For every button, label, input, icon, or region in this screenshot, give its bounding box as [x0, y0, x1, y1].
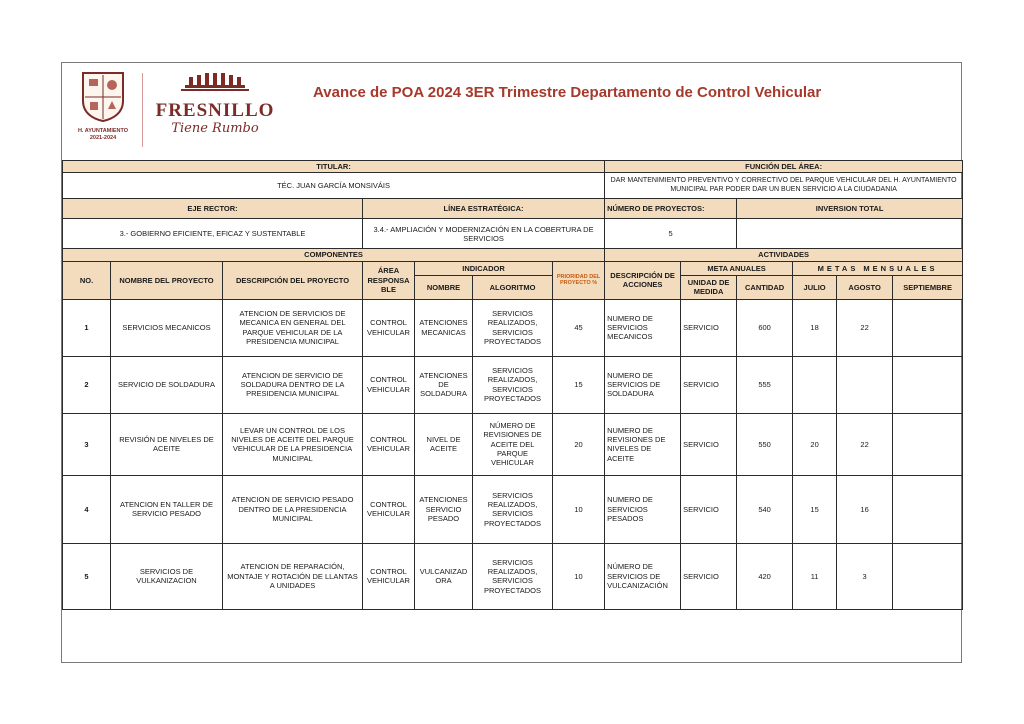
cell-no: 3 — [63, 413, 111, 475]
cell-acciones: NUMERO DE SERVICIOS DE SOLDADURA — [605, 356, 681, 413]
cell-algoritmo: SERVICIOS REALIZADOS, SERVICIOS PROYECTADOS — [473, 543, 553, 609]
header-agosto: AGOSTO — [837, 275, 893, 299]
cell-descripcion: ATENCION DE SERVICIOS DE MECANICA EN GENERAL DEL PARQUE VEHICULAR DE LA PRESIDENCIA MUNICIPAL — [223, 299, 363, 356]
report-sheet — [61, 62, 962, 663]
cell-septiembre — [893, 413, 963, 475]
cell-area: CONTROL VEHICULAR — [363, 475, 415, 543]
header-unidad-medida: UNIDAD DE MEDIDA — [681, 275, 737, 299]
cell-unidad: SERVICIO — [681, 356, 737, 413]
cell-prioridad: 10 — [553, 475, 605, 543]
cell-area: CONTROL VEHICULAR — [363, 543, 415, 609]
header-meta-anuales: META ANUALES — [681, 261, 793, 275]
cell-nombre: SERVICIOS DE VULKANIZACION — [111, 543, 223, 609]
cell-ind-nombre: ATENCIONES SERVICIO PESADO — [415, 475, 473, 543]
cell-algoritmo: NÚMERO DE REVISIONES DE ACEITE DEL PARQUE VEHICULAR — [473, 413, 553, 475]
cell-ind-nombre: ATENCIONES MECANICAS — [415, 299, 473, 356]
linea-label: LÍNEA ESTRATÉGICA: — [363, 199, 605, 219]
funcion-value: DAR MANTENIMIENTO PREVENTIVO Y CORRECTIVO DEL PARQUE VEHICULAR DEL H. AYUNTAMIENTO MUNICIPAL PAR PODER DAR UN BUEN SERVICIO A LA CIUDADANIA — [605, 173, 963, 199]
actividades-section: ACTIVIDADES — [605, 249, 963, 261]
cell-cantidad: 600 — [737, 299, 793, 356]
cell-unidad: SERVICIO — [681, 543, 737, 609]
section-row — [63, 249, 963, 261]
cell-agosto: 3 — [837, 543, 893, 609]
header-metas-mensuales: METAS MENSUALES — [793, 261, 963, 275]
cell-ind-nombre: ATENCIONES DE SOLDADURA — [415, 356, 473, 413]
titular-label: TITULAR: — [63, 161, 605, 173]
shield-icon — [80, 71, 126, 123]
table-row — [63, 475, 963, 543]
cell-julio: 11 — [793, 543, 837, 609]
cell-julio: 15 — [793, 475, 837, 543]
titular-value: TÉC. JUAN GARCÍA MONSIVÁIS — [63, 173, 605, 199]
cell-agosto: 22 — [837, 413, 893, 475]
cell-prioridad: 20 — [553, 413, 605, 475]
num-proyectos-label: NÚMERO DE PROYECTOS: — [605, 199, 737, 219]
cell-descripcion: ATENCION DE SERVICIO DE SOLDADURA DENTRO DE LA PRESIDENCIA MUNICIPAL — [223, 356, 363, 413]
cell-julio — [793, 356, 837, 413]
table-row — [63, 413, 963, 475]
cell-septiembre — [893, 299, 963, 356]
crest-caption-line1: H. AYUNTAMIENTO — [77, 128, 129, 134]
cell-cantidad: 420 — [737, 543, 793, 609]
header-descripcion-acciones: DESCRIPCIÓN DE ACCIONES — [605, 261, 681, 299]
header-septiembre: SEPTIEMBRE — [893, 275, 963, 299]
header-julio: JULIO — [793, 275, 837, 299]
cell-agosto — [837, 356, 893, 413]
cell-julio: 18 — [793, 299, 837, 356]
table-row — [63, 299, 963, 356]
funcion-label: FUNCIÓN DEL ÁREA: — [605, 161, 963, 173]
cell-descripcion: ATENCION DE SERVICIO PESADO DENTRO DE LA PRESIDENCIA MUNICIPAL — [223, 475, 363, 543]
cell-acciones: NUMERO DE REVISIONES DE NIVELES DE ACEITE — [605, 413, 681, 475]
header-descripcion-proyecto: DESCRIPCIÓN DEL PROYECTO — [223, 261, 363, 299]
crest-caption-line2: 2021-2024 — [89, 135, 117, 142]
cell-ind-nombre: VULCANIZADORA — [415, 543, 473, 609]
cell-acciones: NUMERO DE SERVICIOS MECANICOS — [605, 299, 681, 356]
cell-septiembre — [893, 543, 963, 609]
header-cantidad: CANTIDAD — [737, 275, 793, 299]
header-no: NO. — [63, 261, 111, 299]
table-row — [63, 356, 963, 413]
componentes-section: COMPONENTES — [63, 249, 605, 261]
cell-acciones: NÚMERO DE SERVICIOS DE VULCANIZACIÓN — [605, 543, 681, 609]
header-indicador-algoritmo: ALGORITMO — [473, 275, 553, 299]
municipal-crest-logo — [68, 71, 138, 142]
header-prioridad: PRIORIDAD DEL PROYECTO % — [553, 261, 605, 299]
cell-nombre: SERVICIOS MECANICOS — [111, 299, 223, 356]
cell-cantidad: 540 — [737, 475, 793, 543]
cell-septiembre — [893, 475, 963, 543]
inversion-value — [737, 219, 963, 249]
logo-divider — [142, 73, 143, 147]
fresnillo-logo — [151, 71, 279, 136]
cell-nombre: ATENCION EN TALLER DE SERVICIO PESADO — [111, 475, 223, 543]
building-icon — [179, 71, 251, 95]
cell-area: CONTROL VEHICULAR — [363, 413, 415, 475]
titular-header-row — [63, 161, 963, 173]
cell-prioridad: 45 — [553, 299, 605, 356]
header-indicador-nombre: NOMBRE — [415, 275, 473, 299]
cell-no: 4 — [63, 475, 111, 543]
cell-area: CONTROL VEHICULAR — [363, 299, 415, 356]
inversion-label: INVERSION TOTAL — [737, 199, 963, 219]
cell-agosto: 22 — [837, 299, 893, 356]
page-title: Avance de POA 2024 3ER Trimestre Departamento de Control Vehicular — [313, 84, 822, 101]
cell-acciones: NUMERO DE SERVICIOS PESADOS — [605, 475, 681, 543]
eje-value: 3.- GOBIERNO EFICIENTE, EFICAZ Y SUSTENTABLE — [63, 219, 363, 249]
cell-descripcion: LEVAR UN CONTROL DE LOS NIVELES DE ACEITE DEL PARQUE VEHICULAR DE LA PRESIDENCIA MUNICIPAL — [223, 413, 363, 475]
header-area-responsable: ÁREA RESPONSABLE — [363, 261, 415, 299]
cell-septiembre — [893, 356, 963, 413]
table-row — [63, 543, 963, 609]
fresnillo-wordmark: FRESNILLO — [155, 100, 275, 121]
eje-value-row — [63, 219, 963, 249]
cell-agosto: 16 — [837, 475, 893, 543]
cell-julio: 20 — [793, 413, 837, 475]
eje-header-row — [63, 199, 963, 219]
cell-no: 5 — [63, 543, 111, 609]
linea-value: 3.4.- AMPLIACIÓN Y MODERNIZACIÓN EN LA COBERTURA DE SERVICIOS — [363, 219, 605, 249]
cell-nombre: REVISIÓN DE NIVELES DE ACEITE — [111, 413, 223, 475]
cell-prioridad: 10 — [553, 543, 605, 609]
poa-table — [62, 160, 963, 610]
cell-unidad: SERVICIO — [681, 299, 737, 356]
cell-cantidad: 550 — [737, 413, 793, 475]
cell-algoritmo: SERVICIOS REALIZADOS, SERVICIOS PROYECTADOS — [473, 356, 553, 413]
cell-no: 1 — [63, 299, 111, 356]
header-band — [62, 63, 961, 160]
cell-no: 2 — [63, 356, 111, 413]
fresnillo-tagline: Tiene Rumbo — [171, 121, 259, 136]
cell-unidad: SERVICIO — [681, 413, 737, 475]
cell-ind-nombre: NIVEL DE ACEITE — [415, 413, 473, 475]
header-nombre-proyecto: NOMBRE DEL PROYECTO — [111, 261, 223, 299]
cell-area: CONTROL VEHICULAR — [363, 356, 415, 413]
num-proyectos-value: 5 — [605, 219, 737, 249]
cell-unidad: SERVICIO — [681, 475, 737, 543]
cell-nombre: SERVICIO DE SOLDADURA — [111, 356, 223, 413]
cell-algoritmo: SERVICIOS REALIZADOS, SERVICIOS PROYECTADOS — [473, 299, 553, 356]
eje-label: EJE RECTOR: — [63, 199, 363, 219]
header-indicador: INDICADOR — [415, 261, 553, 275]
titular-value-row — [63, 173, 963, 199]
column-header-row-1 — [63, 261, 963, 275]
cell-algoritmo: SERVICIOS REALIZADOS, SERVICIOS PROYECTADOS — [473, 475, 553, 543]
cell-prioridad: 15 — [553, 356, 605, 413]
cell-descripcion: ATENCION DE REPARACIÓN, MONTAJE Y ROTACIÓN DE LLANTAS A UNIDADES — [223, 543, 363, 609]
cell-cantidad: 555 — [737, 356, 793, 413]
